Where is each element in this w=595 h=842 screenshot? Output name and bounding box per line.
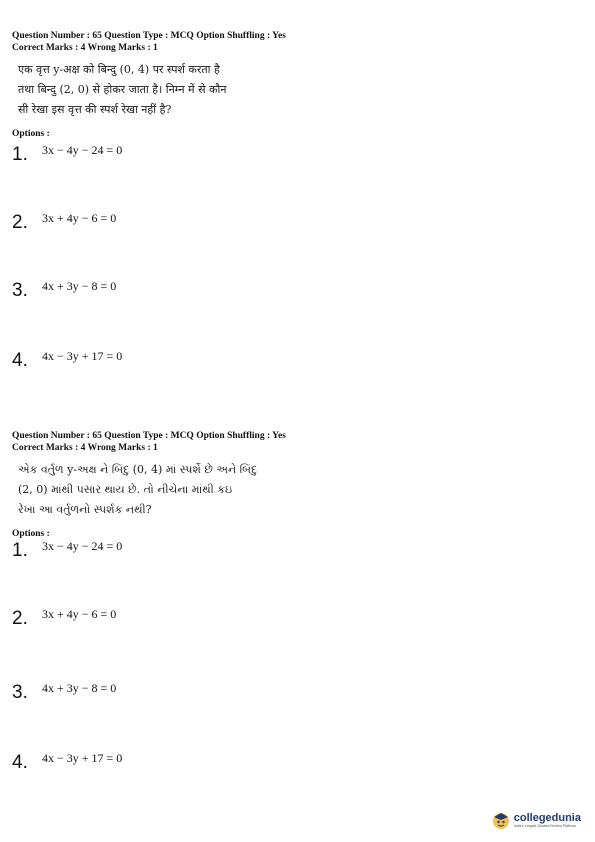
question-text-line: तथा बिन्दु (2, 0) से होकर जाता है। निम्न में से कौन: [18, 83, 227, 96]
option-2[interactable]: [12, 210, 116, 233]
question-meta-line: Question Number : 65 Question Type : MCQ Option Shuffling : Yes: [12, 431, 286, 441]
question-block-hindi: [12, 30, 572, 370]
question-text-line: એક વર્તુળ y-અક્ષ ને બિંદુ (0, 4) માં સ્પર્શે છે અને બિંદુ: [18, 463, 258, 476]
option-number: 2.: [12, 212, 28, 233]
marks-meta-line: Correct Marks : 4 Wrong Marks : 1: [12, 443, 158, 453]
option-equation: 4x + 3y − 8 = 0: [42, 681, 117, 695]
option-3[interactable]: [12, 278, 116, 301]
question-text-line: (2, 0) માંથી પસાર થાય છે. તો નીચેના માંથી કઇ: [18, 483, 233, 496]
option-number: 4.: [12, 752, 28, 773]
option-equation: 3x − 4y − 24 = 0: [42, 539, 123, 553]
question-meta-line: Question Number : 65 Question Type : MCQ Option Shuffling : Yes: [12, 31, 286, 41]
question-text-line: રેખા આ વર્તુળનો સ્પર્શક નથી?: [18, 503, 152, 516]
option-2[interactable]: [12, 606, 116, 629]
options-label: Options :: [12, 529, 50, 539]
question-text: [18, 60, 572, 120]
question-block-gujarati: [12, 430, 572, 773]
logo-text: [514, 812, 581, 829]
option-equation: 3x − 4y − 24 = 0: [42, 143, 123, 157]
option-equation: 3x + 4y − 6 = 0: [42, 607, 117, 621]
collegedunia-logo: [491, 810, 581, 830]
question-text: [18, 460, 572, 520]
question-text-line: सी रेखा इस वृत्त की स्पर्श रेखा नहीं है?: [18, 103, 172, 116]
option-4[interactable]: [12, 348, 122, 371]
option-equation: 4x + 3y − 8 = 0: [42, 279, 117, 293]
option-1[interactable]: [12, 538, 122, 561]
option-equation: 3x + 4y − 6 = 0: [42, 211, 117, 225]
option-number: 3.: [12, 280, 28, 301]
option-number: 1.: [12, 540, 28, 561]
option-number: 3.: [12, 682, 28, 703]
marks-meta-line: Correct Marks : 4 Wrong Marks : 1: [12, 43, 158, 53]
logo-name: collegedunia: [513, 811, 581, 824]
option-equation: 4x − 3y + 17 = 0: [42, 349, 123, 363]
option-number: 1.: [12, 144, 28, 165]
option-number: 2.: [12, 608, 28, 629]
options-label: Options :: [12, 129, 50, 139]
logo-tagline: India's Largest Student Review Platform: [513, 823, 576, 828]
option-1[interactable]: [12, 142, 122, 165]
option-3[interactable]: [12, 680, 116, 703]
option-equation: 4x − 3y + 17 = 0: [42, 751, 123, 765]
collegedunia-logo-icon: [491, 810, 511, 830]
question-text-line: एक वृत्त y-अक्ष को बिन्दु (0, 4) पर स्पर्श करता है: [18, 63, 220, 76]
option-4[interactable]: [12, 750, 122, 773]
option-number: 4.: [12, 350, 28, 371]
